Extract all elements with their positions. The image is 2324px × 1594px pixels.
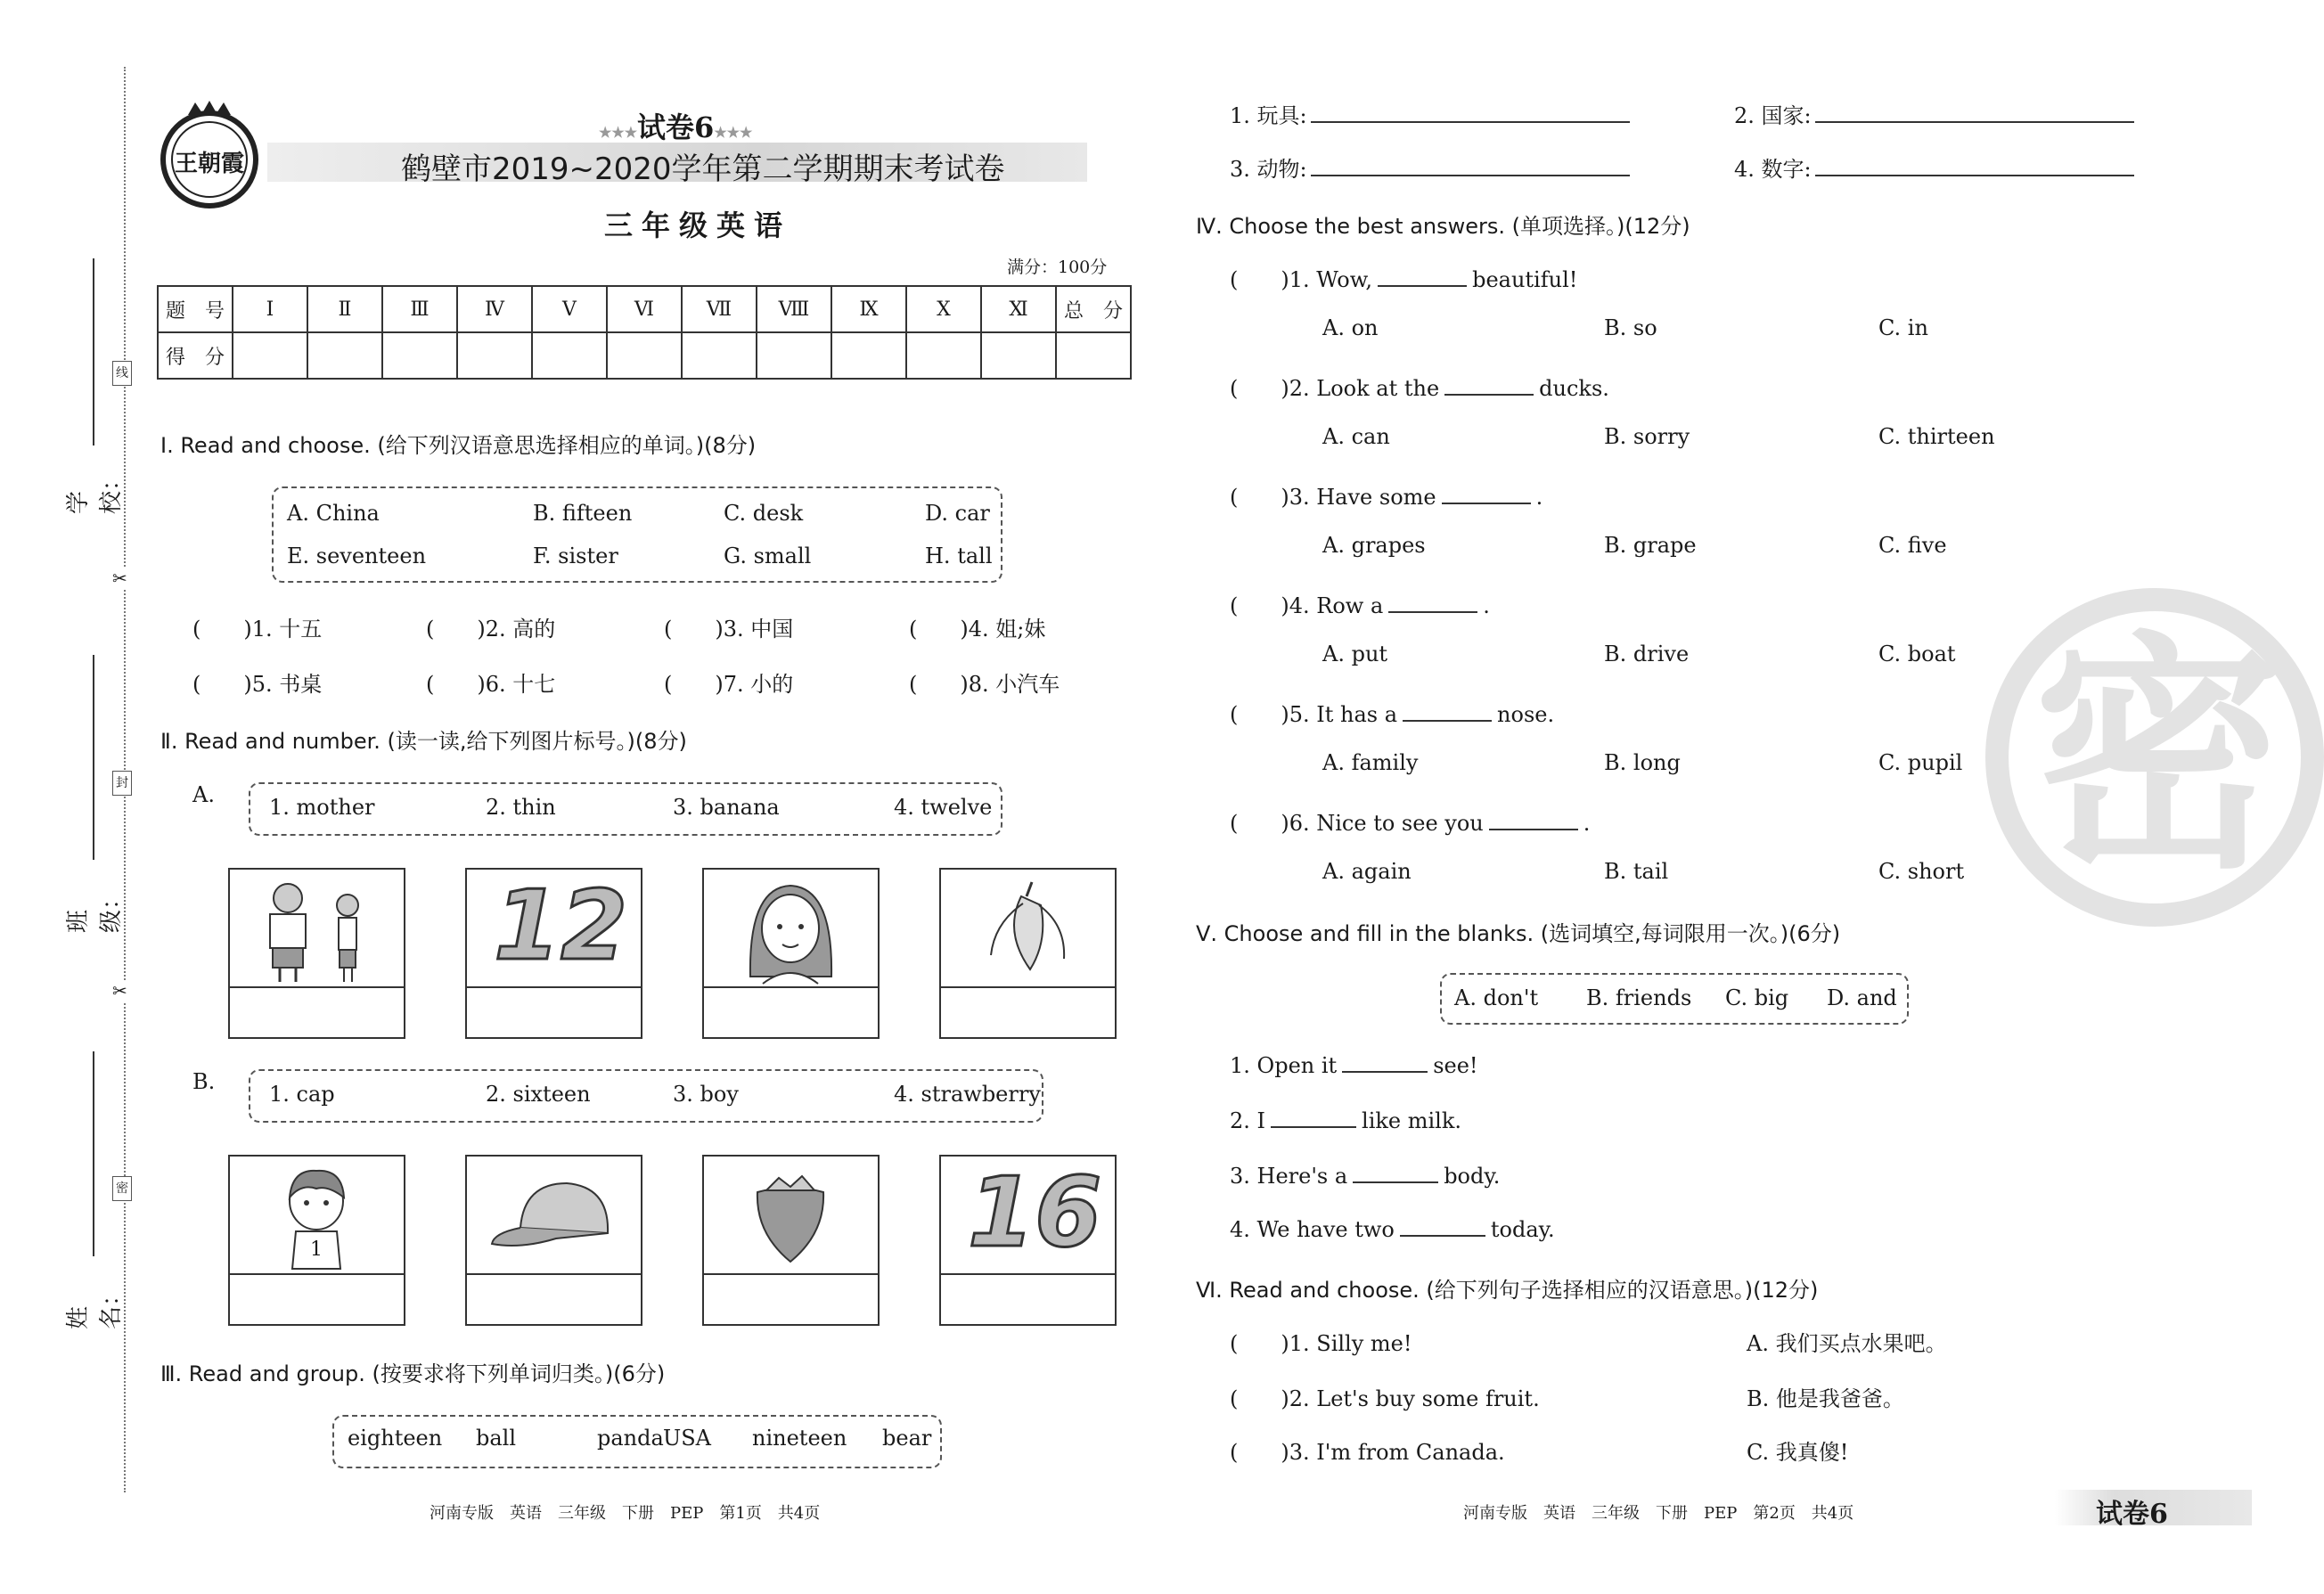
fill-option: C. big — [1725, 985, 1789, 1010]
answer-option: A. on — [1322, 315, 1379, 340]
picture-card-strawberry — [702, 1155, 880, 1326]
answer-blank[interactable] — [1342, 1070, 1428, 1073]
question-tail: beautiful! — [1472, 267, 1578, 292]
picture-card-cap — [465, 1155, 642, 1326]
strawberry-picture — [704, 1157, 878, 1273]
picture-card-sixteen — [939, 1155, 1117, 1326]
school-label: 学校： — [65, 467, 125, 514]
question-stem: ( )1. Wow, — [1230, 267, 1373, 292]
question-tail: . — [1535, 485, 1543, 510]
choice-item: ( )8. 小汽车 — [909, 672, 1060, 697]
fill-tail: body. — [1444, 1164, 1501, 1189]
answer-option: C. thirteen — [1878, 424, 1995, 449]
question-tail: . — [1483, 593, 1490, 618]
scissor-icon: ✂ — [112, 980, 127, 1001]
question-stem: ( )4. Row a — [1230, 593, 1384, 618]
answer-blank[interactable] — [1400, 1234, 1485, 1237]
brand-name: 王朝霞 — [174, 151, 244, 177]
answer-option: B. tail — [1604, 859, 1669, 884]
answer-option: A. family — [1322, 750, 1419, 775]
question-line — [1230, 371, 1609, 402]
answer-blank[interactable] — [1403, 719, 1492, 722]
fill-tail: today. — [1490, 1217, 1555, 1242]
score-header-cell: Ⅶ — [682, 286, 757, 332]
fill-question — [1230, 1108, 1461, 1133]
full-score: 满分：100分 — [1007, 257, 1108, 277]
exam-title: 鹤壁市2019~2020学年第二学期期末考试卷 — [401, 151, 1005, 187]
question-line — [1230, 805, 1590, 837]
fill-option: D. and — [1827, 985, 1897, 1010]
answer-blank[interactable] — [1353, 1181, 1438, 1183]
answer-option: A. grapes — [1322, 533, 1426, 558]
category-answer-line[interactable] — [1815, 120, 2134, 123]
fill-question — [1230, 1053, 1478, 1078]
picture-card-thin — [228, 868, 405, 1039]
question-stem: ( )2. Look at the — [1230, 376, 1440, 401]
banana-picture — [941, 870, 1115, 986]
word-option: C. desk — [724, 501, 804, 526]
question-stem: ( )6. Nice to see you — [1230, 811, 1484, 836]
choice-item: ( )3. 中国 — [664, 617, 794, 642]
choice-item: ( )5. 书桌 — [192, 672, 323, 697]
match-answer: C. 我真傻! — [1747, 1440, 1849, 1465]
section-5-heading: Ⅴ. Choose and fill in the blanks. (选词填空,每词限用一次。)(6分) — [1196, 921, 1841, 946]
fill-question — [1230, 1217, 1555, 1242]
group-word: USA — [663, 1426, 711, 1451]
answer-option: A. put — [1322, 642, 1388, 666]
match-answer: A. 我们买点水果吧。 — [1747, 1331, 1947, 1356]
answer-blank[interactable] — [1271, 1125, 1356, 1128]
mother-picture — [704, 870, 878, 986]
score-header-cell: 总 分 — [1056, 286, 1131, 332]
choice-item: ( )6. 十七 — [426, 672, 556, 697]
score-header-cell: Ⅺ — [981, 286, 1056, 332]
category-line — [1734, 151, 2134, 183]
mi-box: 密 — [112, 1176, 132, 1201]
score-header-cell: 题 号 — [158, 286, 233, 332]
score-header-cell: Ⅷ — [757, 286, 831, 332]
score-header-cell: Ⅱ — [307, 286, 382, 332]
fill-option: B. friends — [1586, 985, 1692, 1010]
category-line — [1230, 151, 1630, 183]
name-line — [93, 1051, 94, 1256]
score-input-cell[interactable] — [607, 332, 682, 379]
group-b-word: 2. sixteen — [486, 1082, 591, 1107]
answer-blank[interactable] — [1442, 502, 1531, 504]
score-input-cell[interactable] — [831, 332, 906, 379]
fill-option: A. don't — [1454, 985, 1539, 1010]
word-option: E. seventeen — [287, 544, 427, 568]
score-table — [157, 285, 1132, 380]
answer-option: C. five — [1878, 533, 1947, 558]
fill-stem: 1. Open it — [1230, 1053, 1338, 1078]
group-b-word: 4. strawberry — [894, 1082, 1041, 1107]
fill-stem: 4. We have two — [1230, 1217, 1395, 1242]
picture-card-mother — [702, 868, 880, 1039]
score-input-cell[interactable] — [682, 332, 757, 379]
answer-option: B. drive — [1604, 642, 1690, 666]
category-answer-line[interactable] — [1311, 120, 1630, 123]
score-header-cell: Ⅴ — [532, 286, 607, 332]
question-line — [1230, 479, 1543, 511]
group-word: panda — [597, 1426, 664, 1451]
sixteen-number: 16 — [968, 1157, 1102, 1269]
category-label: 3. 动物: — [1230, 157, 1307, 182]
answer-option: B. long — [1604, 750, 1681, 775]
category-label: 1. 玩具: — [1230, 103, 1307, 128]
question-line — [1230, 262, 1577, 293]
picture-card-banana — [939, 868, 1117, 1039]
score-input-cell[interactable] — [532, 332, 607, 379]
question-tail: nose. — [1497, 702, 1555, 727]
score-header-cell: Ⅰ — [233, 286, 307, 332]
choice-item: ( )2. 高的 — [426, 617, 556, 642]
word-option: G. small — [724, 544, 812, 568]
question-line — [1230, 588, 1490, 619]
score-input-cell[interactable] — [757, 332, 831, 379]
group-word: eighteen — [348, 1426, 443, 1451]
twelve-number: 12 — [494, 871, 628, 982]
score-header-cell: Ⅵ — [607, 286, 682, 332]
name-label: 姓名： — [65, 1282, 125, 1329]
cap-picture — [467, 1157, 641, 1273]
word-option: H. tall — [925, 544, 993, 568]
group-a-word: 1. mother — [269, 795, 375, 820]
answer-option: B. sorry — [1604, 424, 1690, 449]
score-input-cell[interactable] — [981, 332, 1056, 379]
choice-item: ( )4. 姐;妹 — [909, 617, 1046, 642]
choice-item: ( )1. 十五 — [192, 617, 323, 642]
group-a-word: 4. twelve — [894, 795, 993, 820]
fill-stem: 3. Here's a — [1230, 1164, 1348, 1189]
question-stem: ( )3. Have some — [1230, 485, 1436, 510]
match-answer: B. 他是我爸爸。 — [1747, 1386, 1904, 1411]
group-word: bear — [882, 1426, 932, 1451]
class-line — [93, 655, 94, 860]
group-b-word: 1. cap — [269, 1082, 335, 1107]
score-input-cell[interactable] — [233, 332, 307, 379]
group-a-word: 3. banana — [673, 795, 780, 820]
answer-option: B. grape — [1604, 533, 1697, 558]
class-label: 班级： — [65, 886, 125, 933]
answer-option: C. short — [1878, 859, 1965, 884]
footer-tag: 试卷6 — [2096, 1499, 2168, 1530]
watermark-char: 密 — [2034, 612, 2283, 903]
fill-question — [1230, 1164, 1500, 1189]
score-input-cell[interactable] — [307, 332, 382, 379]
brand-logo — [156, 102, 263, 209]
answer-option: A. can — [1322, 424, 1390, 449]
xian-box: 线 — [112, 361, 132, 386]
question-stem: ( )5. It has a — [1230, 702, 1398, 727]
scissor-icon: ✂ — [112, 568, 127, 589]
answer-option: C. pupil — [1878, 750, 1963, 775]
group-b-word: 3. boy — [673, 1082, 739, 1107]
answer-blank[interactable] — [1378, 284, 1467, 287]
fill-tail: see! — [1433, 1053, 1478, 1078]
footer-right: 河南专版 英语 三年级 下册 PEP 第2页 共4页 — [1463, 1504, 1854, 1523]
section-2-heading: Ⅱ. Read and number. (读一读,给下列图片标号。)(8分) — [160, 729, 687, 754]
score-input-cell[interactable] — [382, 332, 457, 379]
picture-card-twelve — [465, 868, 642, 1039]
match-question: ( )3. I'm from Canada. — [1230, 1440, 1505, 1465]
school-line — [93, 258, 94, 446]
group-word: ball — [476, 1426, 517, 1451]
answer-blank[interactable] — [1388, 610, 1477, 613]
exam-subject: 三年级英语 — [604, 208, 792, 242]
shirt-number: 1 — [310, 1238, 323, 1261]
section-4-heading: Ⅳ. Choose the best answers. (单项选择。)(12分) — [1196, 214, 1690, 239]
category-line — [1734, 98, 2134, 129]
word-option: D. car — [925, 501, 990, 526]
score-header-cell: Ⅳ — [457, 286, 532, 332]
question-tail: ducks. — [1539, 376, 1609, 401]
answer-option: C. boat — [1878, 642, 1956, 666]
score-header-cell: Ⅹ — [906, 286, 981, 332]
group-a-word: 2. thin — [486, 795, 556, 820]
answer-option: B. so — [1604, 315, 1657, 340]
score-header-cell: Ⅲ — [382, 286, 457, 332]
paper-tag: ★★★试卷6★★★ — [599, 110, 753, 144]
answer-blank[interactable] — [1489, 828, 1578, 830]
section-3-heading: Ⅲ. Read and group. (按要求将下列单词归类。)(6分) — [160, 1361, 666, 1386]
paper-tag-text: 试卷6 — [637, 110, 715, 144]
fill-tail: like milk. — [1362, 1108, 1462, 1133]
question-line — [1230, 697, 1554, 728]
match-question: ( )2. Let's buy some fruit. — [1230, 1386, 1540, 1411]
group-a-label: A. — [192, 782, 215, 807]
answer-option: C. in — [1878, 315, 1928, 340]
category-answer-line[interactable] — [1815, 174, 2134, 176]
picture-card-boy — [228, 1155, 405, 1326]
section-1-heading: Ⅰ. Read and choose. (给下列汉语意思选择相应的单词。)(8分) — [160, 433, 757, 458]
category-label: 2. 国家: — [1734, 103, 1812, 128]
match-question: ( )1. Silly me! — [1230, 1331, 1412, 1356]
footer-left: 河南专版 英语 三年级 下册 PEP 第1页 共4页 — [430, 1504, 821, 1523]
score-input-cell[interactable] — [906, 332, 981, 379]
word-option: B. fifteen — [533, 501, 633, 526]
word-option: A. China — [287, 501, 380, 526]
word-option: F. sister — [533, 544, 618, 568]
question-tail: . — [1583, 811, 1591, 836]
feng-box: 封 — [112, 771, 132, 796]
thin-boys-picture — [230, 870, 404, 986]
score-label-cell: 得 分 — [158, 332, 233, 379]
category-answer-line[interactable] — [1311, 174, 1630, 176]
answer-option: A. again — [1322, 859, 1412, 884]
group-b-label: B. — [192, 1069, 216, 1094]
score-input-cell[interactable] — [1056, 332, 1131, 379]
answer-blank[interactable] — [1444, 393, 1534, 396]
group-word: nineteen — [752, 1426, 847, 1451]
category-label: 4. 数字: — [1734, 157, 1812, 182]
section-6-heading: Ⅵ. Read and choose. (给下列句子选择相应的汉语意思。)(12分) — [1196, 1278, 1819, 1303]
score-header-cell: Ⅸ — [831, 286, 906, 332]
fill-stem: 2. I — [1230, 1108, 1266, 1133]
choice-item: ( )7. 小的 — [664, 672, 794, 697]
category-line — [1230, 98, 1630, 129]
score-input-cell[interactable] — [457, 332, 532, 379]
